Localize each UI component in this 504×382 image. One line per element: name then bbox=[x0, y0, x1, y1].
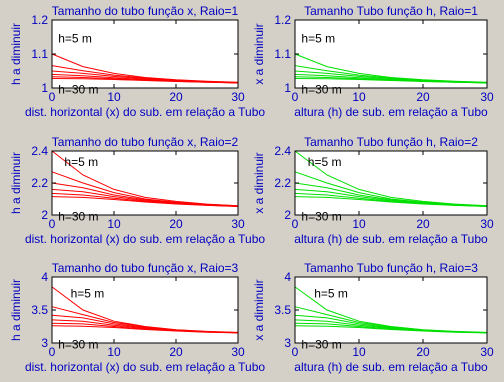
y-tick-label: 1 bbox=[284, 81, 291, 95]
subplot-1 bbox=[9, 4, 265, 119]
subplot-title: Tamanho Tubo função h, Raio=2 bbox=[304, 135, 478, 149]
x-tick-label: 10 bbox=[352, 217, 366, 231]
annotation-label: h=5 m bbox=[70, 286, 105, 301]
annotation-label: h=30 m bbox=[301, 209, 342, 224]
annotation-label: h=30 m bbox=[301, 337, 342, 352]
annotation-label: h=5 m bbox=[64, 155, 99, 170]
x-tick-label: 30 bbox=[480, 217, 494, 231]
x-tick-label: 0 bbox=[48, 217, 56, 231]
y-tick-label: 1.1 bbox=[274, 47, 291, 61]
x-tick-label: 30 bbox=[231, 345, 245, 359]
annotation-label: h=5 m bbox=[307, 155, 342, 170]
annotation-label: h=30 m bbox=[58, 337, 99, 352]
subplot-title: Tamanho Tubo função h, Raio=1 bbox=[304, 4, 478, 18]
subplot-title: Tamanho do tubo função x, Raio=2 bbox=[51, 135, 239, 149]
x-tick-label: 0 bbox=[48, 90, 56, 104]
x-tick-label: 20 bbox=[169, 217, 183, 231]
x-tick-label: 30 bbox=[231, 217, 245, 231]
x-axis-label: altura (h) de sub. em relação a Tubo bbox=[294, 105, 488, 119]
annotation-label: h=5 m bbox=[314, 286, 348, 301]
x-tick-label: 30 bbox=[231, 90, 245, 104]
x-tick-label: 20 bbox=[169, 345, 183, 359]
y-tick-label: 1.1 bbox=[31, 47, 48, 61]
y-tick-label: 3.5 bbox=[31, 303, 48, 317]
x-tick-label: 20 bbox=[169, 90, 183, 104]
annotation-label: h=30 m bbox=[58, 209, 99, 224]
x-tick-label: 20 bbox=[416, 90, 430, 104]
y-tick-label: 1.2 bbox=[31, 13, 48, 27]
x-tick-label: 0 bbox=[291, 90, 299, 104]
annotation-label: h=5 m bbox=[301, 31, 336, 46]
x-tick-label: 10 bbox=[352, 90, 366, 104]
subplot-6 bbox=[252, 261, 494, 374]
x-axis-label: dist. horizontal (x) do sub. em relação a Tubo bbox=[24, 360, 266, 374]
y-tick-label: 2.2 bbox=[274, 176, 291, 190]
x-axis-label: dist. horizontal (x) do sub. em relação a Tubo bbox=[24, 105, 266, 119]
y-tick-label: 2.4 bbox=[274, 144, 291, 158]
x-tick-label: 10 bbox=[107, 345, 121, 359]
y-axis-label: h a diminuir bbox=[9, 22, 23, 86]
subplot-2 bbox=[252, 4, 494, 119]
x-tick-label: 10 bbox=[107, 217, 121, 231]
y-tick-label: 3 bbox=[41, 336, 48, 350]
y-axis-label: h a diminuir bbox=[9, 151, 23, 215]
y-axis-label: x a diminuir bbox=[252, 152, 266, 214]
y-axis-label: x a diminuir bbox=[252, 23, 266, 85]
annotation-label: h=5 m bbox=[58, 31, 92, 46]
x-tick-label: 10 bbox=[107, 90, 121, 104]
y-tick-label: 2.2 bbox=[31, 176, 48, 190]
annotation-label: h=30 m bbox=[58, 82, 99, 97]
subplot-4 bbox=[252, 135, 494, 246]
y-axis-label: h a diminuir bbox=[9, 278, 23, 342]
y-tick-label: 2 bbox=[284, 208, 291, 222]
y-tick-label: 4 bbox=[41, 270, 48, 284]
subplot-5 bbox=[9, 261, 265, 374]
x-tick-label: 30 bbox=[480, 345, 494, 359]
y-tick-label: 3 bbox=[284, 336, 291, 350]
y-tick-label: 1 bbox=[41, 81, 48, 95]
x-tick-label: 0 bbox=[291, 217, 299, 231]
x-tick-label: 0 bbox=[48, 345, 56, 359]
annotation-label: h=30 m bbox=[301, 82, 342, 97]
subplot-title: Tamanho do tubo função x, Raio=3 bbox=[51, 261, 239, 275]
x-tick-label: 20 bbox=[416, 217, 430, 231]
subplot-3 bbox=[9, 135, 265, 246]
y-tick-label: 4 bbox=[284, 270, 291, 284]
subplot-title: Tamanho Tubo função h, Raio=3 bbox=[304, 261, 478, 275]
y-tick-label: 3.5 bbox=[274, 303, 291, 317]
y-tick-label: 2.4 bbox=[31, 144, 48, 158]
y-tick-label: 2 bbox=[41, 208, 48, 222]
x-axis-label: altura (h) de sub. em relação a Tubo bbox=[294, 232, 488, 246]
subplot-title: Tamanho do tubo função x, Raio=1 bbox=[51, 4, 239, 18]
x-tick-label: 10 bbox=[352, 345, 366, 359]
y-axis-label: x a diminuir bbox=[252, 279, 266, 341]
x-tick-label: 0 bbox=[291, 345, 299, 359]
x-axis-label: altura (h) de sub. em relação a Tubo bbox=[294, 360, 488, 374]
x-tick-label: 30 bbox=[480, 90, 494, 104]
x-axis-label: dist. horizontal (x) do sub. em relação a Tubo bbox=[24, 232, 266, 246]
x-tick-label: 20 bbox=[416, 345, 430, 359]
y-tick-label: 1.2 bbox=[274, 13, 291, 27]
